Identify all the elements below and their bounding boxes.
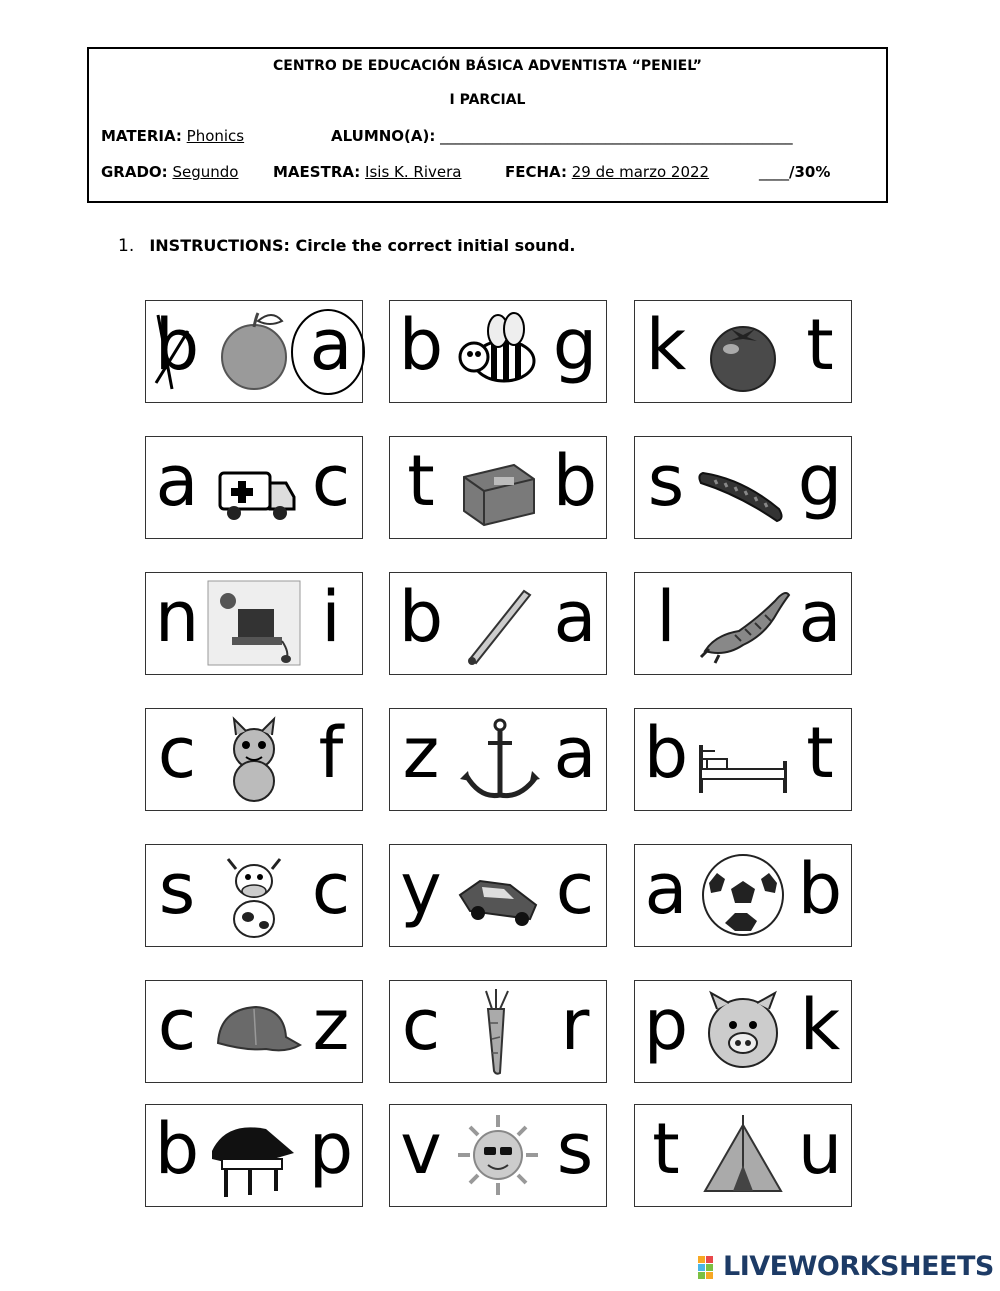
pig-icon: [695, 987, 791, 1075]
letter-option-left[interactable]: k: [645, 304, 687, 386]
book-icon: [450, 443, 546, 531]
bat-icon: [450, 579, 546, 667]
phonics-card: [145, 436, 363, 539]
letter-option-left[interactable]: y: [400, 848, 442, 930]
phonics-card: [389, 572, 607, 675]
letter-option-left[interactable]: b: [154, 304, 200, 386]
letter-option-left[interactable]: t: [407, 440, 435, 522]
phonics-card: [145, 980, 363, 1083]
carrot-icon: [450, 987, 546, 1075]
answer-circle-mark: [288, 305, 368, 397]
letter-option-right[interactable]: u: [797, 1108, 843, 1190]
school-name: CENTRO DE EDUCACIÓN BÁSICA ADVENTISTA “PENIEL”: [272, 58, 702, 74]
letter-option-left[interactable]: c: [157, 984, 197, 1066]
car-icon: [450, 851, 546, 939]
ball-icon: [695, 851, 791, 939]
phonics-card: [634, 300, 852, 403]
phonics-card: [634, 708, 852, 811]
letter-option-right[interactable]: c: [311, 848, 351, 930]
score-blank[interactable]: ____: [759, 163, 789, 181]
phonics-card: [389, 708, 607, 811]
exam-title: I PARCIAL: [449, 92, 526, 108]
phonics-card: [389, 980, 607, 1083]
piano-icon: [206, 1111, 302, 1199]
phonics-card: [634, 980, 852, 1083]
letter-option-left[interactable]: s: [647, 440, 685, 522]
cat-icon: [206, 715, 302, 803]
phonics-card: [145, 300, 363, 403]
phonics-card: [389, 300, 607, 403]
fecha-field: FECHA: 29 de marzo 2022: [505, 163, 710, 181]
sun-icon: [450, 1111, 546, 1199]
letter-option-right[interactable]: f: [318, 712, 344, 794]
letter-option-left[interactable]: c: [401, 984, 441, 1066]
letter-option-right[interactable]: i: [321, 576, 341, 658]
bee-icon: [450, 307, 546, 395]
letter-option-right[interactable]: a: [309, 304, 353, 386]
tent-icon: [695, 1111, 791, 1199]
letter-option-left[interactable]: a: [155, 440, 199, 522]
cross-out-mark: [152, 311, 192, 391]
header-box: [87, 47, 888, 203]
letter-option-right[interactable]: t: [806, 712, 834, 794]
score-field[interactable]: ____/30%: [759, 163, 831, 181]
letter-option-left[interactable]: b: [154, 1108, 200, 1190]
phonics-card: [634, 1104, 852, 1207]
letter-option-left[interactable]: b: [398, 576, 444, 658]
alligator-icon: [695, 579, 791, 667]
letter-option-left[interactable]: p: [643, 984, 689, 1066]
computer-icon: [206, 579, 302, 667]
sausage-icon: [695, 443, 791, 531]
letter-option-right[interactable]: z: [312, 984, 350, 1066]
phonics-card: [634, 436, 852, 539]
ambulance-icon: [206, 443, 302, 531]
alumno-blank[interactable]: _______________________________________________: [440, 127, 793, 145]
phonics-card: [389, 1104, 607, 1207]
letter-option-left[interactable]: c: [157, 712, 197, 794]
instructions: 1. INSTRUCTIONS: Circle the correct initial sound.: [118, 236, 576, 256]
letter-option-right[interactable]: a: [798, 576, 842, 658]
letter-option-left[interactable]: a: [644, 848, 688, 930]
letter-option-left[interactable]: b: [398, 304, 444, 386]
phonics-card: [145, 844, 363, 947]
grado-field: GRADO: Segundo: [101, 163, 239, 181]
alumno-field[interactable]: ALUMNO(A): _______________________________________________: [331, 127, 793, 145]
letter-option-right[interactable]: k: [799, 984, 841, 1066]
letter-option-right[interactable]: b: [797, 848, 843, 930]
phonics-card: [145, 708, 363, 811]
cap-icon: [206, 987, 302, 1075]
letter-option-right[interactable]: t: [806, 304, 834, 386]
letter-option-right[interactable]: g: [797, 440, 843, 522]
phonics-card: [389, 436, 607, 539]
letter-option-right[interactable]: r: [560, 984, 590, 1066]
letter-option-left[interactable]: z: [402, 712, 440, 794]
phonics-card: [145, 572, 363, 675]
letter-option-left[interactable]: b: [643, 712, 689, 794]
letter-option-right[interactable]: b: [552, 440, 598, 522]
liveworksheets-icon: [697, 1255, 723, 1281]
letter-option-right[interactable]: a: [553, 712, 597, 794]
materia-field: MATERIA: Phonics: [101, 127, 245, 145]
letter-option-right[interactable]: c: [311, 440, 351, 522]
letter-option-left[interactable]: v: [400, 1108, 442, 1190]
letter-option-left[interactable]: t: [652, 1108, 680, 1190]
phonics-card: [634, 844, 852, 947]
cow-icon: [206, 851, 302, 939]
letter-option-right[interactable]: p: [308, 1108, 354, 1190]
letter-option-right[interactable]: g: [552, 304, 598, 386]
letter-option-right[interactable]: a: [553, 576, 597, 658]
maestra-field: MAESTRA: Isis K. Rivera: [273, 163, 462, 181]
letter-option-right[interactable]: s: [556, 1108, 594, 1190]
letter-option-right[interactable]: c: [555, 848, 595, 930]
letter-option-left[interactable]: s: [158, 848, 196, 930]
letter-option-left[interactable]: l: [656, 576, 676, 658]
phonics-card: [634, 572, 852, 675]
phonics-card: [389, 844, 607, 947]
tomato-icon: [695, 307, 791, 395]
phonics-card: [145, 1104, 363, 1207]
letter-option-left[interactable]: n: [154, 576, 200, 658]
anchor-icon: [450, 715, 546, 803]
bed-icon: [695, 715, 791, 803]
